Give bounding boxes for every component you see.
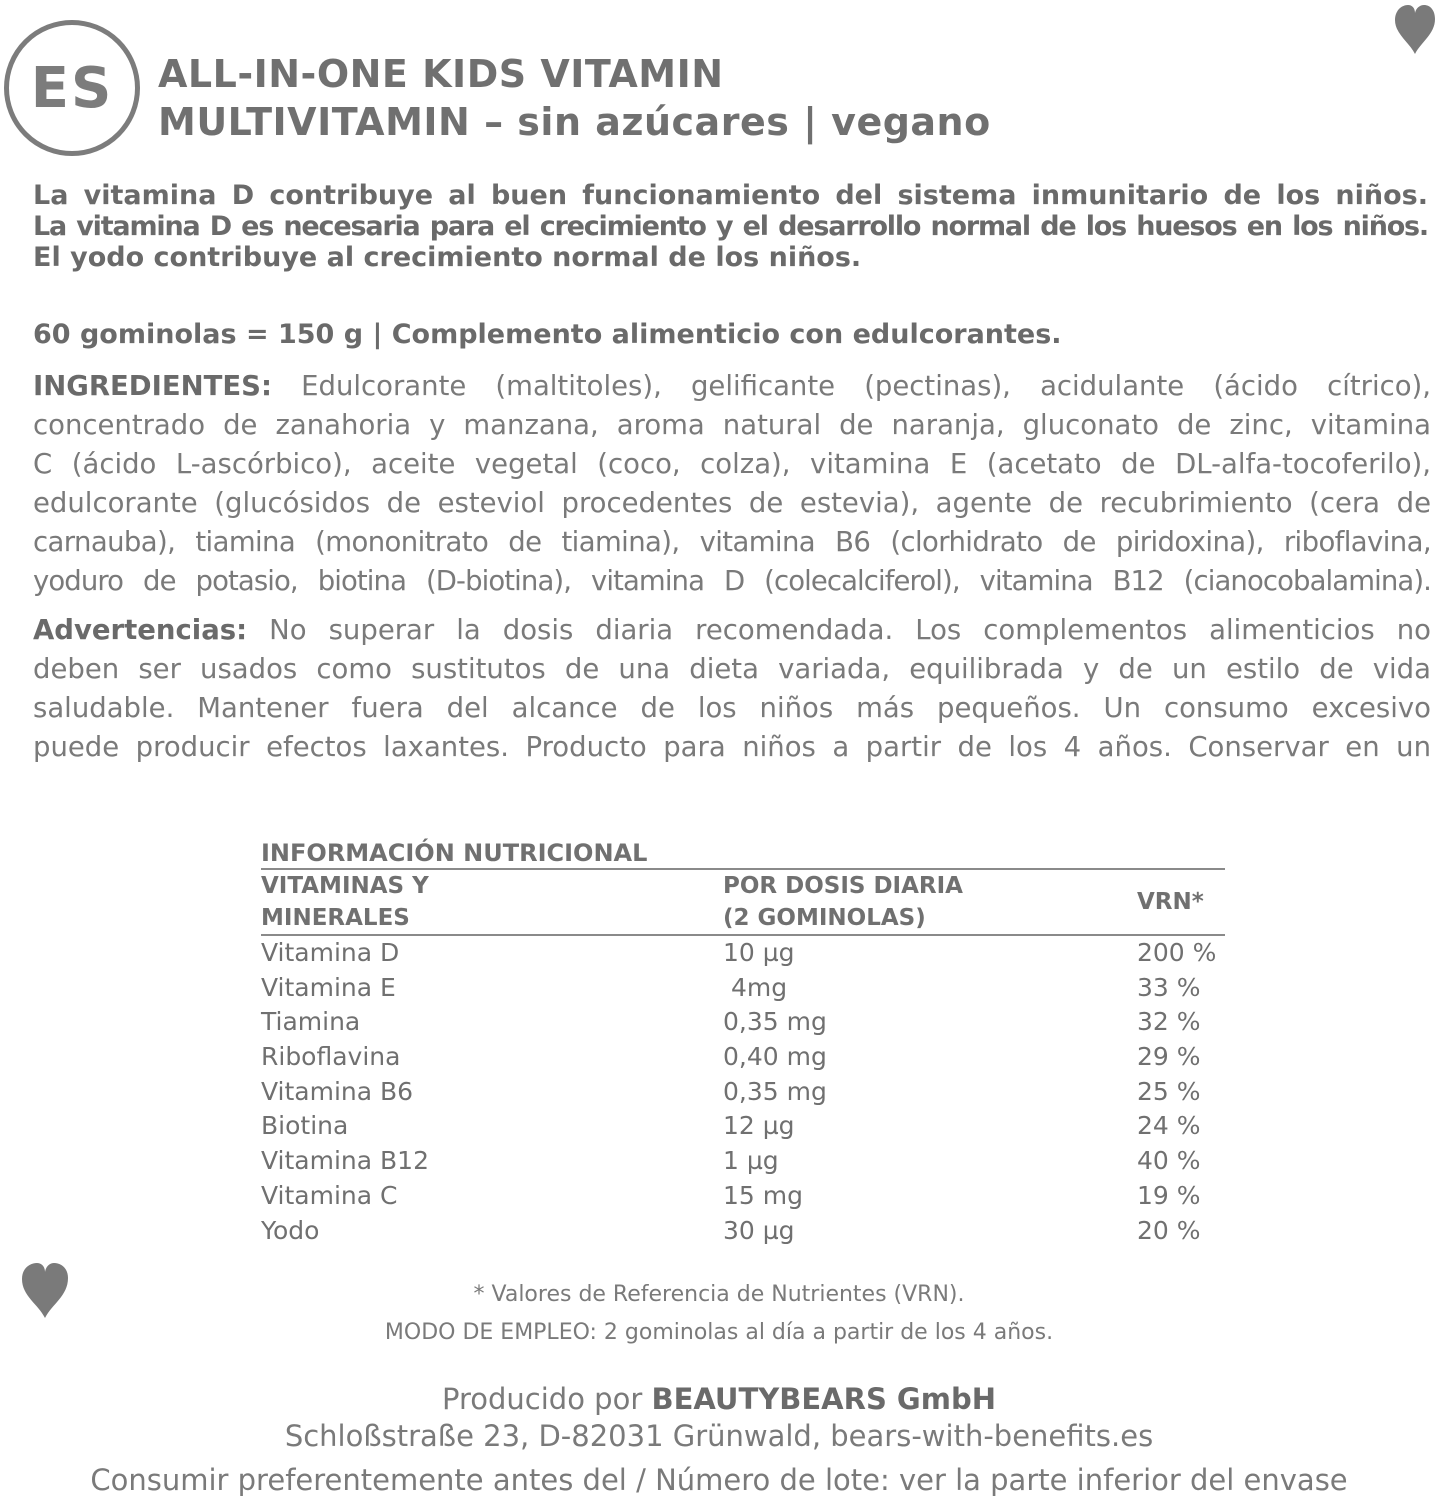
ingredients-text: edulcorante (glucósidos de esteviol procedentes de estevia), agente de recubrimiento (cera de — [33, 487, 1431, 519]
nutrient-amount: 1 µg — [723, 1146, 779, 1176]
serving-info: 60 gominolas = 150 g | Complemento alimenticio con edulcorantes. — [33, 319, 1062, 350]
nutrient-amount: 10 µg — [723, 938, 795, 967]
nutrient-name: Riboflavina — [261, 1042, 401, 1072]
table-row — [261, 936, 1225, 971]
producer-company: BEAUTYBEARS GmbH — [651, 1382, 996, 1416]
warnings-text: No superar la dosis diaria recomendada. Los complementos alimenticios no — [247, 614, 1431, 646]
product-title-line-1: ALL-IN-ONE KIDS VITAMIN — [158, 52, 724, 96]
nutrient-vrn: 20 % — [1137, 1215, 1201, 1245]
nutrient-amount: 30 µg — [723, 1215, 795, 1245]
vrn-footnote: * Valores de Referencia de Nutrientes (VRN). — [473, 1282, 965, 1307]
header-nutrients — [261, 870, 681, 934]
nutrient-vrn: 32 % — [1137, 1007, 1201, 1037]
health-claims — [33, 180, 1428, 273]
nutrient-name: Vitamina C — [261, 1180, 398, 1210]
header-nutrients-line-2: MINERALES — [261, 905, 410, 931]
table-row — [261, 1005, 1225, 1040]
header-per-dose-line-1: POR DOSIS DIARIA — [723, 873, 963, 899]
warnings-text: saludable. Mantener fuera del alcance de los niños más pequeños. Un consumo excesivo — [33, 692, 1431, 724]
heart-icon — [1393, 4, 1437, 54]
nutrient-name: Vitamina D — [261, 938, 400, 967]
table-row — [261, 971, 1225, 1006]
claim-line: La vitamina D contribuye al buen funcionamiento del sistema inmunitario de los niños. — [33, 180, 1428, 211]
nutrient-amount: 0,35 mg — [723, 1076, 827, 1106]
header-per-dose-line-2: (2 GOMINOLAS) — [723, 905, 926, 931]
table-row — [261, 1179, 1225, 1214]
producer-line — [0, 1380, 1438, 1418]
producer-prefix: Producido por — [442, 1382, 652, 1416]
table-row — [261, 1075, 1225, 1110]
nutrition-title: INFORMACIÓN NUTRICIONAL — [261, 838, 1225, 870]
warnings-text: puede producir efectos laxantes. Producto para niños a partir de los 4 años. Conservar en un — [33, 731, 1431, 763]
nutrient-vrn: 200 % — [1137, 938, 1217, 967]
nutrient-vrn: 33 % — [1137, 972, 1201, 1002]
nutrient-name: Vitamina B12 — [261, 1146, 429, 1176]
warnings-label: Advertencias: — [33, 614, 248, 646]
nutrient-amount: 12 µg — [723, 1111, 795, 1141]
nutrient-amount: 0,40 mg — [723, 1042, 827, 1072]
ingredients-text: carnauba), tiamina (mononitrato de tiamina), vitamina B6 (clorhidrato de piridoxina), riboflavina, — [33, 526, 1431, 558]
producer-address: Schloßstraße 23, D-82031 Grünwald, bears-with-benefits.es — [284, 1419, 1154, 1453]
nutrient-vrn: 25 % — [1137, 1076, 1201, 1106]
ingredients-text: yoduro de potasio, biotina (D-biotina), vitamina D (colecalciferol), vitamina B12 (cianocobalamina). — [33, 565, 1431, 597]
nutrient-vrn: 29 % — [1137, 1042, 1201, 1072]
product-title — [158, 50, 991, 146]
claim-line: El yodo contribuye al crecimiento normal de los niños. — [33, 242, 862, 273]
ingredients-text: C (ácido L-ascórbico), aceite vegetal (coco, colza), vitamina E (acetato de DL-alfa-tocoferilo), — [33, 448, 1431, 480]
table-row — [261, 1214, 1225, 1249]
nutrition-table — [261, 838, 1225, 1248]
header-nutrients-line-1: VITAMINAS Y — [261, 873, 429, 899]
header-per-dose — [723, 870, 1043, 934]
nutrient-amount: 0,35 mg — [723, 1007, 827, 1037]
nutrient-amount: 4mg — [723, 972, 788, 1002]
table-row — [261, 1040, 1225, 1075]
language-badge: ES — [4, 20, 140, 156]
ingredients-text: concentrado de zanahoria y manzana, aroma natural de naranja, gluconato de zinc, vitamina — [33, 409, 1431, 441]
warnings-section — [33, 611, 1431, 767]
claim-line: La vitamina D es necesaria para el crecimiento y el desarrollo normal de los huesos en los niños. — [33, 211, 1428, 242]
nutrient-name: Vitamina E — [261, 972, 396, 1002]
table-row — [261, 1144, 1225, 1179]
nutrient-name: Biotina — [261, 1111, 349, 1141]
nutrient-amount: 15 mg — [723, 1180, 803, 1210]
table-row — [261, 1109, 1225, 1144]
nutrient-name: Yodo — [261, 1215, 320, 1245]
ingredients-text: Edulcorante (maltitoles), gelificante (pectinas), acidulante (ácido cítrico), — [272, 370, 1431, 402]
ingredients-label: INGREDIENTES: — [33, 370, 272, 402]
nutrient-name: Tiamina — [261, 1007, 361, 1037]
usage-instructions: MODO DE EMPLEO: 2 gominolas al día a partir de los 4 años. — [384, 1320, 1054, 1345]
nutrient-name: Vitamina B6 — [261, 1076, 414, 1106]
nutrient-vrn: 40 % — [1137, 1146, 1201, 1176]
warnings-text: deben ser usados como sustitutos de una dieta variada, equilibrada y de un estilo de vida — [33, 653, 1431, 685]
ingredients-section — [33, 367, 1431, 601]
product-title-line-2: MULTIVITAMIN – sin azúcares | vegano — [158, 100, 991, 144]
nutrient-vrn: 24 % — [1137, 1111, 1201, 1141]
best-before-info: Consumir preferentemente antes del / Número de lote: ver la parte inferior del envase — [90, 1463, 1348, 1497]
nutrient-vrn: 19 % — [1137, 1180, 1201, 1210]
header-vrn: VRN* — [1137, 889, 1204, 915]
nutrition-header-row — [261, 870, 1225, 936]
